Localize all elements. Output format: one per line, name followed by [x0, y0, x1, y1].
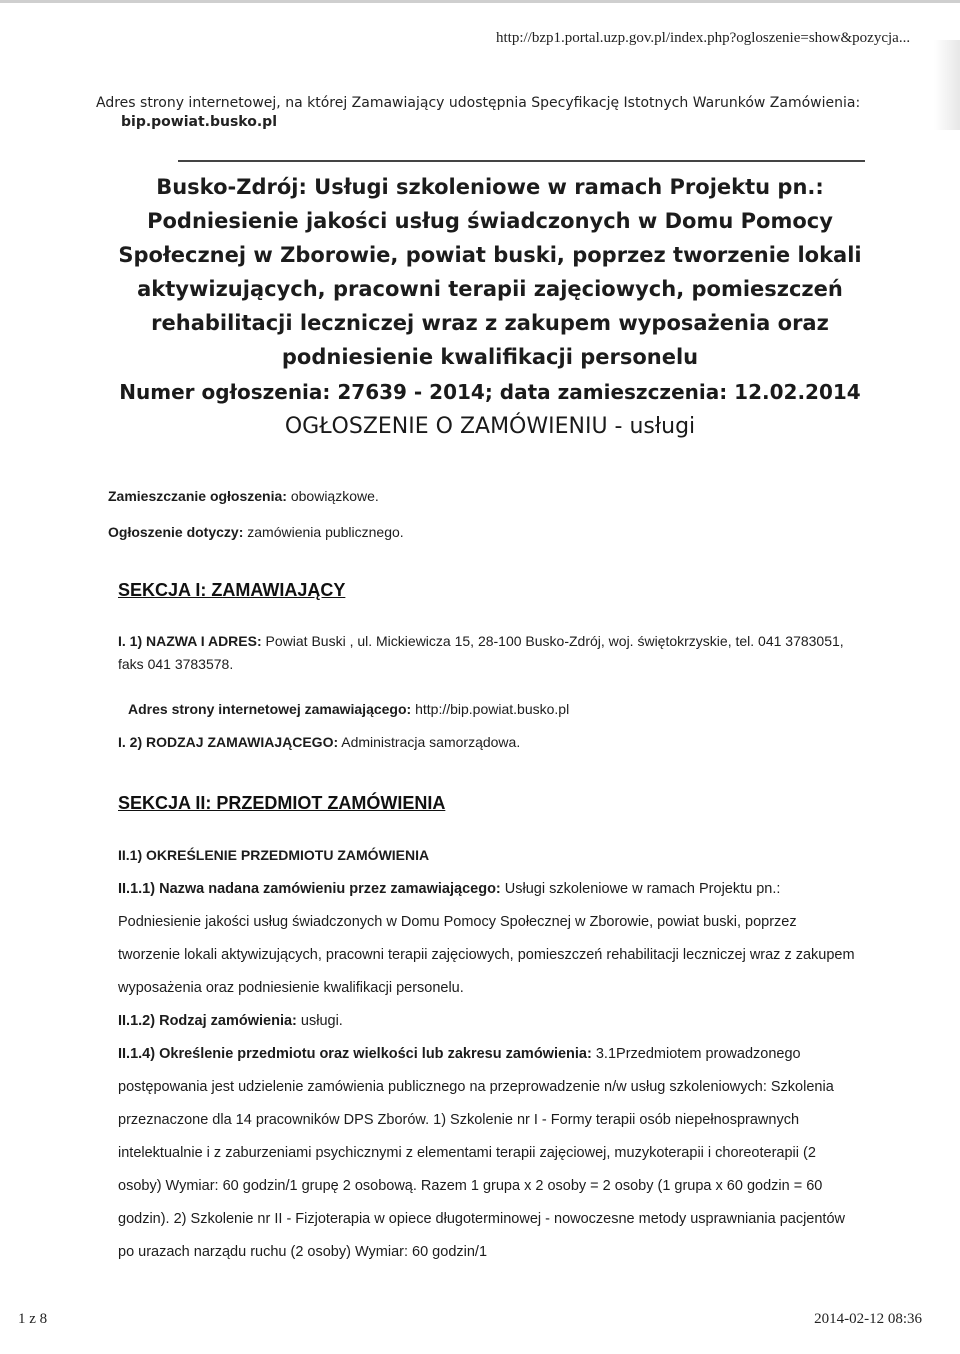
subject-subheading	[118, 844, 858, 867]
placement-row	[108, 488, 379, 504]
print-url-header: http://bzp1.portal.uzp.gov.pl/index.php?ogloszenie=show&pozycja...	[496, 30, 911, 46]
contract-name-label: II.1.1) Nazwa nadana zamówieniu przez zamawiającego:	[118, 881, 501, 897]
placement-value: obowiązkowe.	[290, 488, 379, 504]
authority-website-label: Adres strony internetowej zamawiającego:	[128, 701, 412, 717]
scan-border	[0, 0, 960, 3]
authority-website-link[interactable]: http://bip.powiat.busko.pl	[415, 701, 570, 717]
authority-website-row	[128, 698, 868, 721]
concerns-label: Ogłoszenie dotyczy:	[108, 524, 244, 540]
section-1-heading: SEKCJA I: ZAMAWIAJĄCY	[118, 580, 346, 600]
title-line: Busko-Zdrój: Usługi szkoleniowe w ramach Projektu pn.:	[156, 175, 824, 199]
contract-scope-row	[118, 1038, 858, 1269]
title-divider	[178, 160, 865, 162]
subject-subheading-text: II.1) OKREŚLENIE PRZEDMIOTU ZAMÓWIENIA	[118, 847, 430, 863]
contract-scope-value: 3.1Przedmiotem prowadzonego postępowania jest udzielenie zamówienia publicznego na przeprowadzenie n/w usług szkoleniowych: Szkolenia przeznaczone dla 14 pracowników DPS Zborów. 1) Szkolenie nr I - Formy terapii osób niepełnosprawnych intelektualnie i z zaburzeniami psychicznymi z elementami terapii zajęciowej, muzykoterapii i choreoterapii (2 osoby) Wymiar: 60 godzin/1 grupę 2 osobową. Razem 1 grupa x 2 osoby = 2 osoby (1 grupa x 60 godzin = 60 godzin). 2) Szkolenie nr II - Fizjoterapia w opiece długoterminowej - nowoczesne metody usprawniania pacjentów po urazach narządu ruchu (2 osoby) Wymiar: 60 godzin/1	[118, 1046, 845, 1260]
scan-edge-shadow	[934, 40, 960, 130]
contracting-authority-name	[118, 630, 858, 676]
print-datetime: 2014-02-12 08:36	[814, 1311, 922, 1327]
authority-type-label: I. 2) RODZAJ ZAMAWIAJĄCEGO:	[118, 734, 339, 750]
notice-type: OGŁOSZENIE O ZAMÓWIENIU - usługi	[284, 414, 696, 439]
concerns-value: zamówienia publicznego.	[247, 524, 404, 540]
authority-name-label: I. 1) NAZWA I ADRES:	[118, 633, 262, 649]
contract-scope-label: II.1.4) Określenie przedmiotu oraz wielkości lub zakresu zamówienia:	[118, 1046, 592, 1062]
concerns-row	[108, 524, 404, 540]
contract-kind-value: usługi.	[300, 1013, 343, 1029]
section-2-heading: SEKCJA II: PRZEDMIOT ZAMÓWIENIA	[118, 793, 446, 813]
title-line: rehabilitacji leczniczej wraz z zakupem wyposażenia oraz	[151, 311, 829, 335]
notice-number: Numer ogłoszenia: 27639 - 2014; data zamieszczenia: 12.02.2014	[119, 380, 861, 404]
contract-name-value: Usługi szkoleniowe w ramach Projektu pn.: Podniesienie jakości usług świadczonych w Domu Pomocy Społecznej w Zborowie, powiat buski, poprzez tworzenie lokali aktywizujących, pracowni terapii zajęciowych, pomieszczeń rehabilitacji leczniczej wraz z zakupem wyposażenia oraz podniesienie kwalifikacji personelu.	[118, 881, 855, 996]
authority-name-value: Powiat Buski , ul. Mickiewicza 15, 28-100 Busko-Zdrój, woj. świętokrzyskie, tel. 041 3783051, faks 041 3783578.	[118, 633, 844, 672]
title-line: podniesienie kwalifikacji personelu	[281, 345, 699, 369]
subject-details	[118, 873, 858, 1269]
contract-name-row	[118, 873, 858, 1005]
placement-label: Zamieszczanie ogłoszenia:	[108, 488, 287, 504]
specification-site-link[interactable]: bip.powiat.busko.pl	[121, 114, 278, 130]
notice-title-block	[110, 170, 870, 444]
authority-type-row	[118, 731, 858, 754]
title-line: Społecznej w Zborowie, powiat buski, poprzez tworzenie lokali	[118, 243, 862, 267]
page-counter: 1 z 8	[18, 1311, 48, 1327]
title-line: aktywizujących, pracowni terapii zajęciowych, pomieszczeń	[137, 277, 843, 301]
authority-type-value: Administracja samorządowa.	[341, 734, 521, 750]
contract-kind-label: II.1.2) Rodzaj zamówienia:	[118, 1013, 297, 1029]
specification-site-text: Adres strony internetowej, na której Zamawiający udostępnia Specyfikację Istotnych Warunków Zamówienia:	[96, 95, 861, 111]
contract-kind-row	[118, 1005, 858, 1038]
title-line: Podniesienie jakości usług świadczonych w Domu Pomocy	[147, 209, 833, 233]
specification-site-info	[96, 94, 896, 132]
